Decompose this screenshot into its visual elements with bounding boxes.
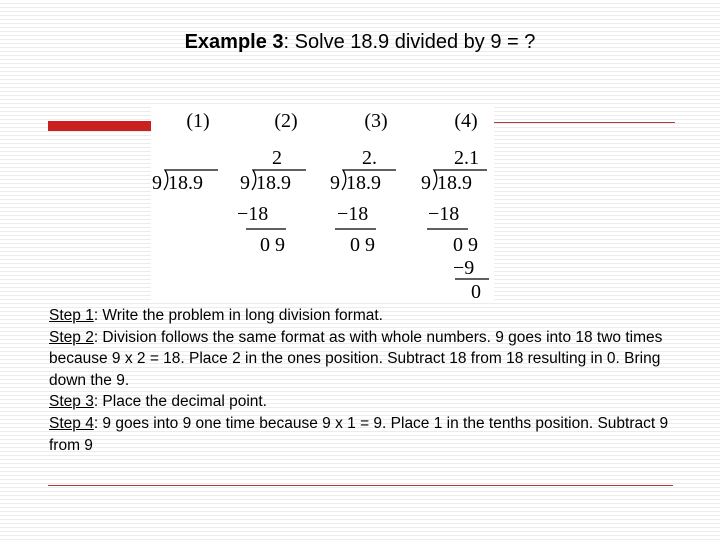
step-2 (49, 327, 679, 392)
step-2-text: : Division follows the same format as with whole numbers. 9 goes into 18 two times because 9 x 2 = 18. Place 2 in the ones position. Subtract 18 from 18 resulting in 0. Bring down the 9. (49, 328, 663, 389)
title-text: : Solve 18.9 divided by 9 = ? (283, 31, 536, 53)
step-2-label: Step 2 (49, 328, 94, 346)
step-1 (49, 305, 679, 327)
quotient: 2 (272, 147, 282, 169)
subtrahend-2: −9 (453, 257, 475, 279)
dividend: 18.9 (346, 172, 381, 194)
bottom-divider-line (48, 485, 673, 486)
top-divider-line (494, 122, 675, 123)
step-3 (49, 391, 679, 413)
long-division-diagram (151, 104, 494, 302)
step-1-label: Step 1 (49, 307, 94, 324)
subtrahend: −18 (337, 203, 369, 225)
step-label-4: (4) (454, 110, 478, 132)
step-1-text: : Write the problem in long division format. (93, 307, 383, 324)
step-label-2: (2) (274, 110, 298, 132)
dividend: 18.9 (256, 172, 291, 194)
slide-title (0, 31, 720, 54)
step-instructions (49, 305, 679, 456)
division-step-3 (330, 147, 396, 256)
remainder: 0 9 (260, 234, 285, 256)
red-accent-bar (48, 121, 152, 131)
step-label-1: (1) (186, 110, 210, 132)
step-4 (49, 413, 679, 456)
quotient: 2.1 (454, 147, 479, 169)
quotient: 2. (362, 147, 377, 169)
remainder: 0 9 (350, 234, 375, 256)
divisor: 9 (240, 172, 250, 194)
subtrahend: −18 (428, 203, 460, 225)
subtrahend: −18 (237, 203, 269, 225)
final-remainder: 0 (471, 281, 481, 302)
divisor: 9 (421, 172, 431, 194)
step-3-label: Step 3 (49, 393, 94, 411)
divisor: 9 (152, 172, 162, 194)
step-3-text: : Place the decimal point. (93, 393, 267, 411)
divisor: 9 (330, 172, 340, 194)
step-label-3: (3) (364, 110, 388, 132)
division-step-1 (152, 170, 218, 194)
dividend: 18.9 (168, 172, 203, 194)
step-4-text: : 9 goes into 9 one time because 9 x 1 = 9. Place 1 in the tenths position. Subtract 9 from 9 (49, 414, 669, 454)
remainder: 0 9 (453, 234, 478, 256)
division-step-2 (237, 147, 306, 256)
long-division-figure (151, 104, 494, 302)
division-step-4 (421, 147, 489, 302)
dividend: 18.9 (437, 172, 472, 194)
step-4-label: Step 4 (49, 414, 94, 432)
title-example-label: Example 3 (184, 31, 284, 53)
